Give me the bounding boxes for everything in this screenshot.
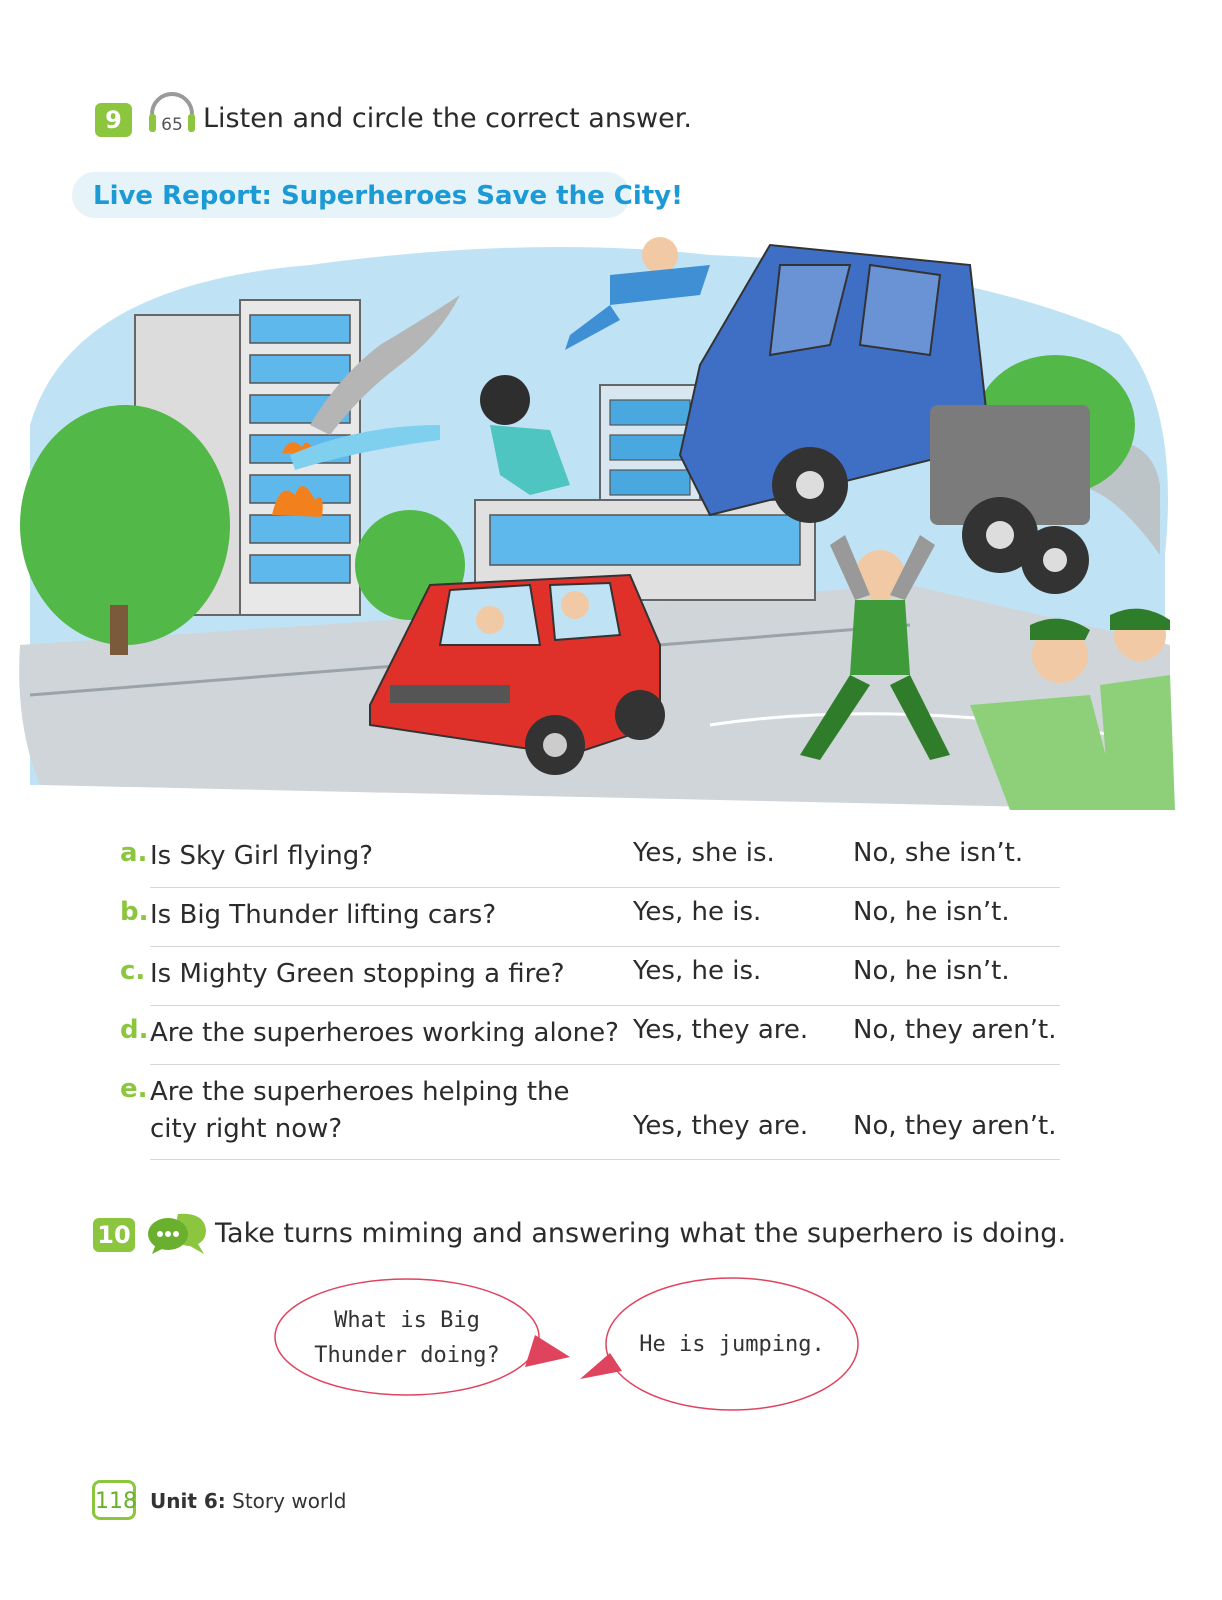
row-divider xyxy=(150,1159,1060,1160)
exercise-9-number: 9 xyxy=(95,103,132,137)
question-text: Is Sky Girl flying? xyxy=(150,841,374,871)
answer-yes-option[interactable]: Yes, they are. xyxy=(633,1111,809,1141)
row-divider xyxy=(150,1005,1060,1006)
question-b xyxy=(120,897,1060,937)
superhero-city-illustration xyxy=(10,225,1180,810)
report-title: Live Report: Superheroes Save the City! xyxy=(93,181,683,211)
answer-no-option[interactable]: No, he isn’t. xyxy=(853,956,1010,986)
question-text-line-2: city right now? xyxy=(150,1114,343,1144)
unit-label xyxy=(150,1489,346,1513)
question-letter: c. xyxy=(120,956,146,986)
unit-name: Story world xyxy=(232,1489,347,1513)
question-letter: b. xyxy=(120,897,149,927)
answer-no-option[interactable]: No, he isn’t. xyxy=(853,897,1010,927)
question-letter: d. xyxy=(120,1015,149,1045)
speech-bubbles xyxy=(270,1275,870,1420)
page-number: 118 xyxy=(92,1480,136,1520)
left-bubble-line-2: Thunder doing? xyxy=(314,1343,500,1368)
question-c xyxy=(120,956,1060,996)
question-text: Is Mighty Green stopping a fire? xyxy=(150,959,565,989)
left-bubble-line-1: What is Big xyxy=(334,1308,480,1333)
question-a xyxy=(120,838,1060,878)
question-text: Are the superheroes working alone? xyxy=(150,1018,619,1048)
answer-yes-option[interactable]: Yes, he is. xyxy=(633,897,762,927)
question-e xyxy=(120,1074,1060,1154)
answer-yes-option[interactable]: Yes, they are. xyxy=(633,1015,809,1045)
question-letter: a. xyxy=(120,838,148,868)
question-text: Is Big Thunder lifting cars? xyxy=(150,900,497,930)
exercise-9-instruction: Listen and circle the correct answer. xyxy=(203,103,692,134)
answer-no-option[interactable]: No, she isn’t. xyxy=(853,838,1024,868)
question-letter: e. xyxy=(120,1074,148,1104)
answer-no-option[interactable]: No, they aren’t. xyxy=(853,1015,1057,1045)
answer-yes-option[interactable]: Yes, he is. xyxy=(633,956,762,986)
exercise-10-instruction: Take turns miming and answering what the superhero is doing. xyxy=(215,1218,1067,1249)
answer-yes-option[interactable]: Yes, she is. xyxy=(633,838,775,868)
row-divider xyxy=(150,946,1060,947)
right-bubble-text: He is jumping. xyxy=(639,1332,825,1357)
answer-no-option[interactable]: No, they aren’t. xyxy=(853,1111,1057,1141)
question-d xyxy=(120,1015,1060,1055)
unit-number: Unit 6: xyxy=(150,1489,226,1513)
row-divider xyxy=(150,1064,1060,1065)
row-divider xyxy=(150,887,1060,888)
left-bubble xyxy=(275,1279,539,1395)
speech-bubbles-icon xyxy=(146,1210,210,1256)
exercise-10-number: 10 xyxy=(93,1218,135,1252)
audio-headphones-icon[interactable] xyxy=(146,90,198,136)
audio-track-number: 65 xyxy=(161,115,183,135)
question-text-line-1: Are the superheroes helping the xyxy=(150,1077,570,1107)
